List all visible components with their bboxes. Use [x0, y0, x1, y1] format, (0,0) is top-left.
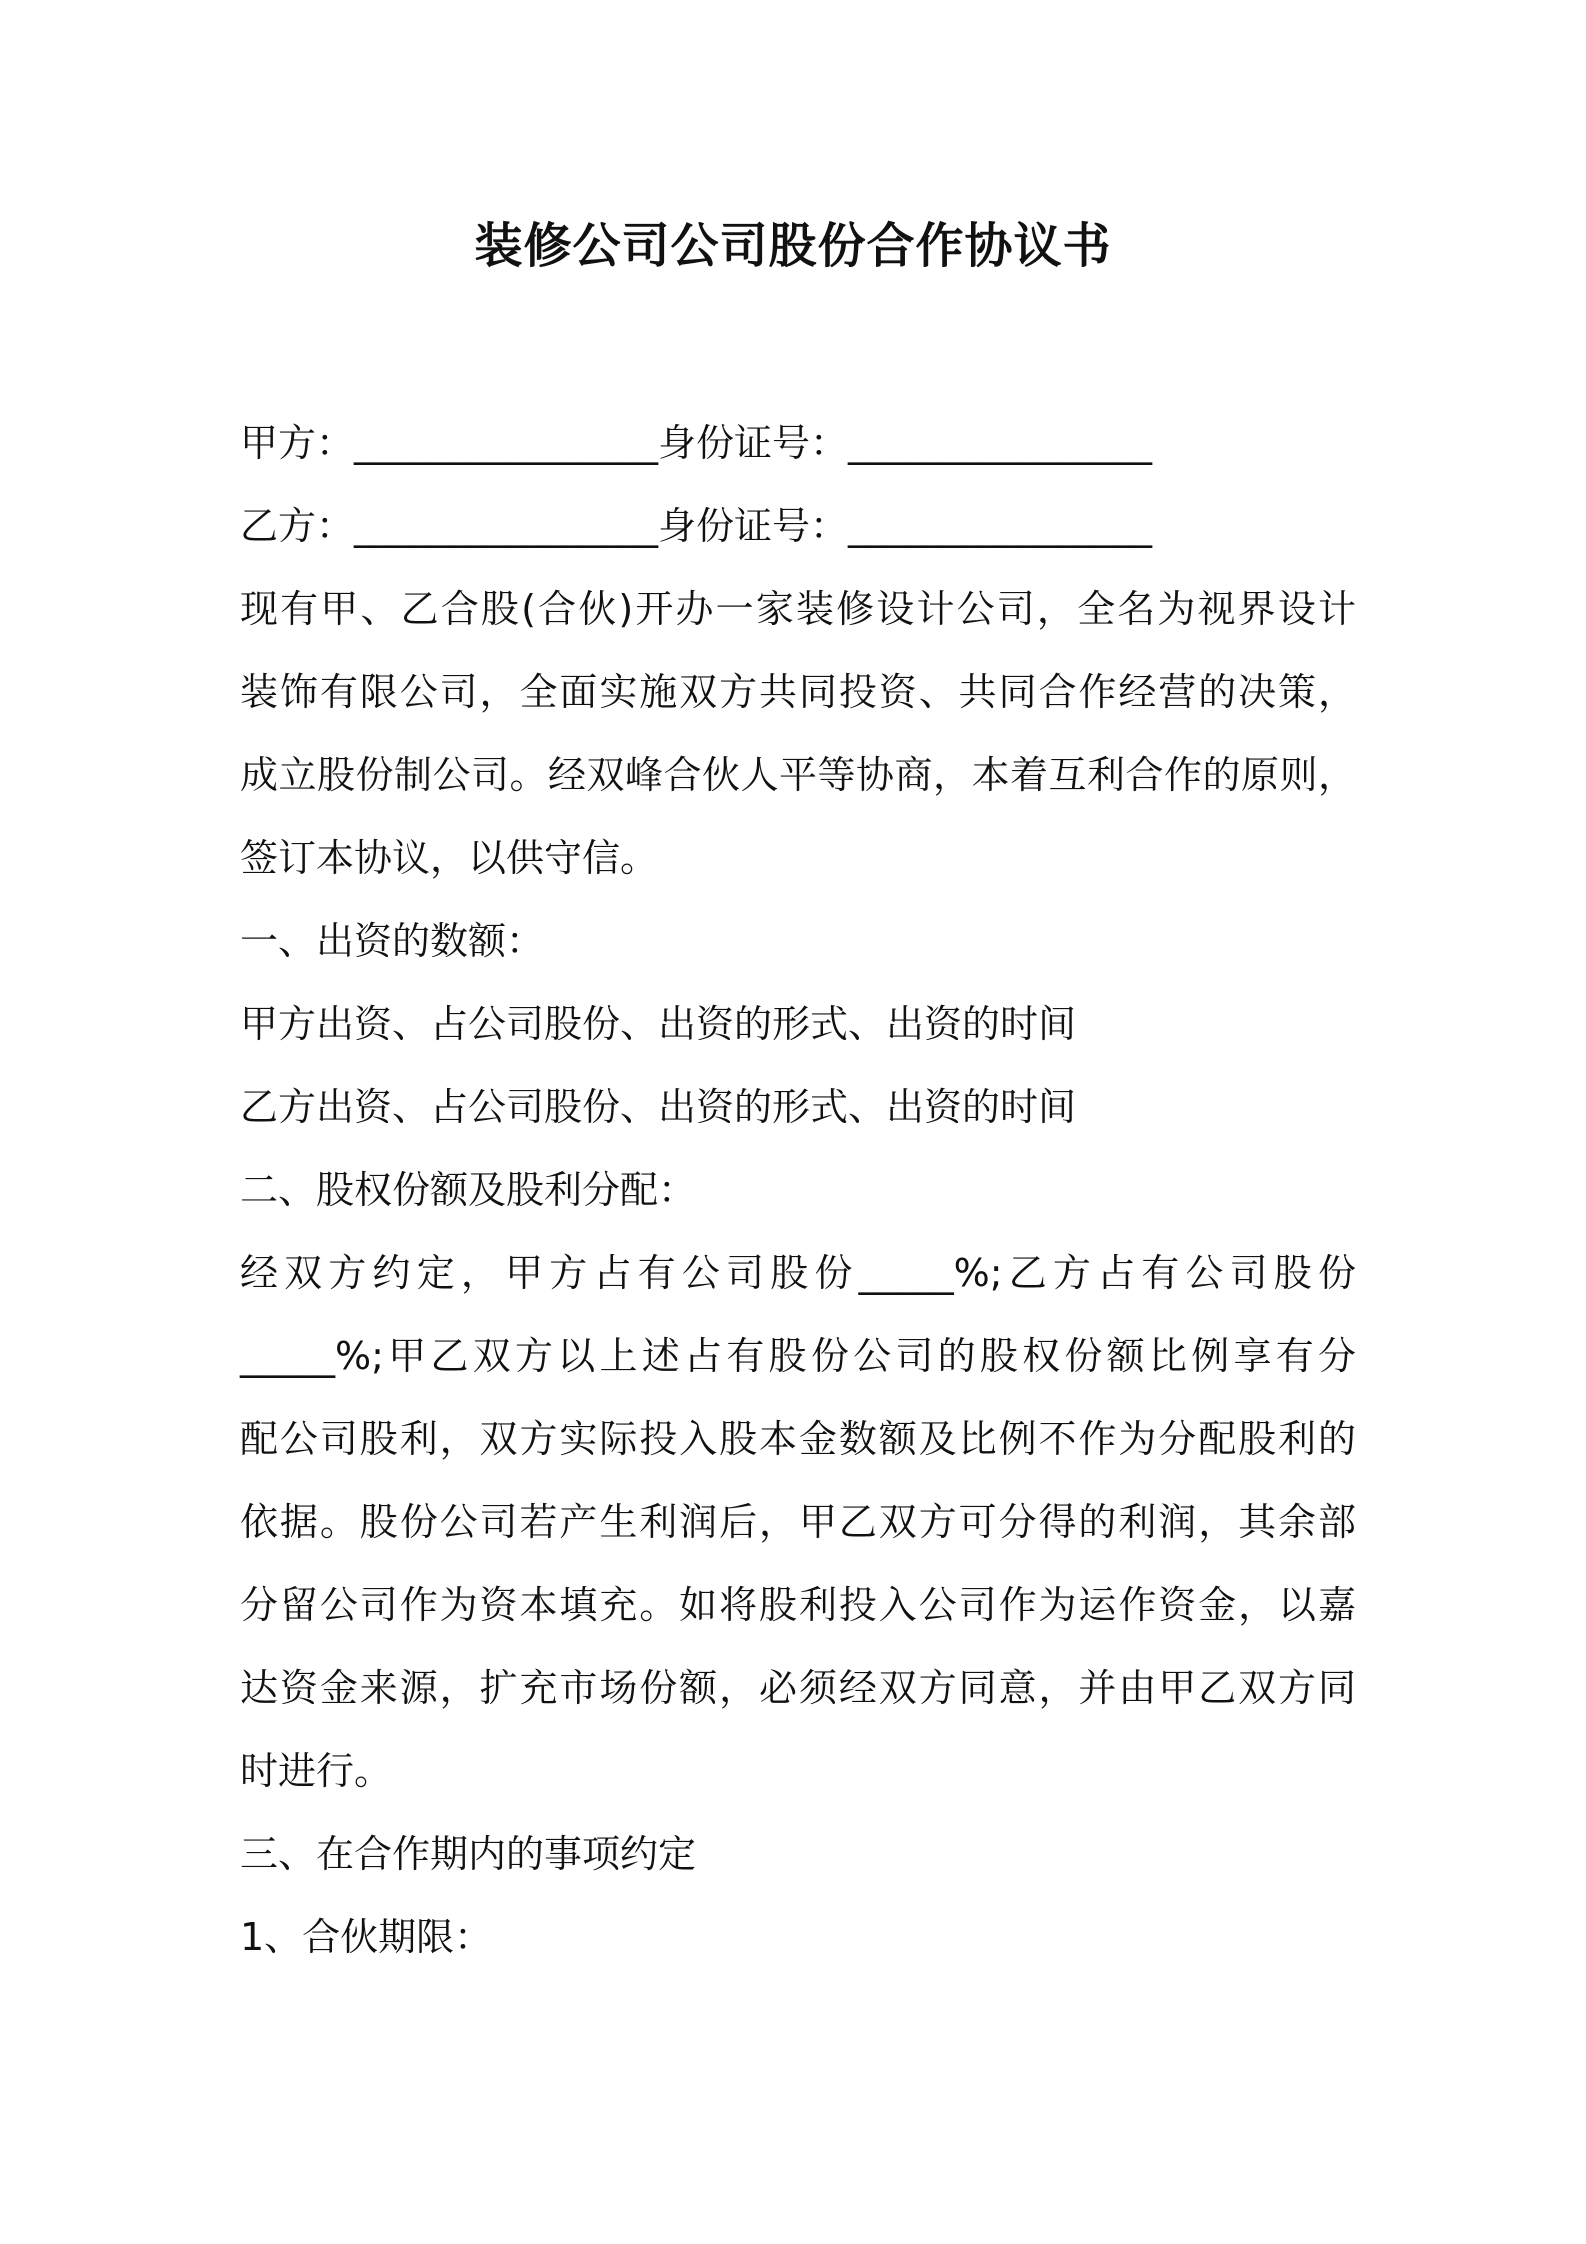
equity-paragraph-line: 时进行。	[240, 1749, 393, 1793]
intro-paragraph-line: 装饰有限公司，全面实施双方共同投资、共同合作经营的决策，	[240, 670, 1356, 714]
section-heading-1: 一、出资的数额：	[240, 919, 545, 963]
equity-paragraph-line: 分留公司作为资本填充。如将股利投入公司作为运作资金，以嘉	[240, 1583, 1356, 1627]
equity-paragraph-line: 配公司股利，双方实际投入股本金数额及比例不作为分配股利的	[240, 1417, 1356, 1461]
party-a-investment-line: 甲方出资、占公司股份、出资的形式、出资的时间	[240, 1002, 1077, 1046]
document-title: 装修公司公司股份合作协议书	[474, 218, 1112, 274]
party-b-investment-line: 乙方出资、占公司股份、出资的形式、出资的时间	[240, 1085, 1077, 1129]
intro-paragraph-line: 现有甲、乙合股(合伙)开办一家装修设计公司，全名为视界设计	[240, 587, 1356, 631]
intro-paragraph-line: 成立股份制公司。经双峰合伙人平等协商，本着互利合作的原则，	[240, 753, 1356, 797]
equity-paragraph-line: 依据。股份公司若产生利润后，甲乙双方可分得的利润，其余部	[240, 1500, 1356, 1544]
party-a-line: 甲方：________________身份证号：________________	[240, 421, 1153, 465]
equity-paragraph-line: 达资金来源，扩充市场份额，必须经双方同意，并由甲乙双方同	[240, 1666, 1356, 1710]
equity-paragraph-line: _____%;甲乙双方以上述占有股份公司的股权份额比例享有分	[240, 1334, 1356, 1378]
section-heading-2: 二、股权份额及股利分配：	[240, 1168, 697, 1212]
document-body	[240, 402, 1356, 1979]
intro-paragraph-line: 签订本协议，以供守信。	[240, 836, 659, 880]
subsection-heading: 1、合伙期限：	[240, 1915, 493, 1959]
equity-paragraph-line: 经双方约定，甲方占有公司股份_____%;乙方占有公司股份	[240, 1251, 1356, 1295]
party-b-line: 乙方：________________身份证号：________________	[240, 504, 1153, 548]
section-heading-3: 三、在合作期内的事项约定	[240, 1832, 697, 1876]
